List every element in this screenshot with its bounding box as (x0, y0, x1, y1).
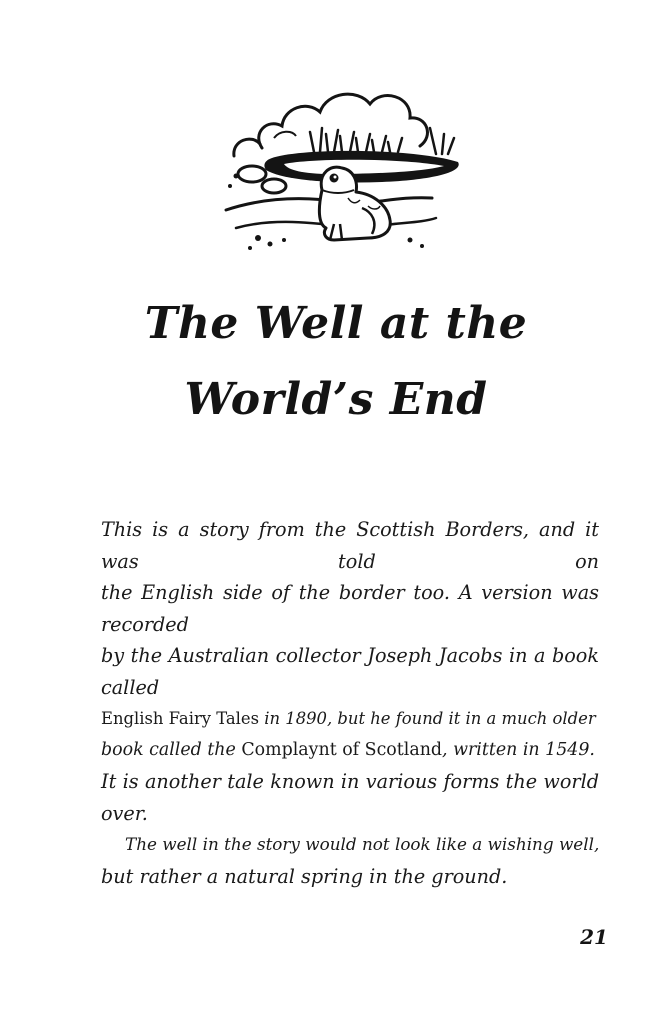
frog-pond-illustration-icon (222, 78, 466, 270)
page-number: 21 (580, 925, 608, 949)
intro-line-text: in 1890, but he found it in a much older (259, 709, 596, 728)
intro-line: The well in the story would not look like a wishing well, (125, 834, 600, 854)
intro-line: by the Australian collector Joseph Jacobs in a book called (101, 644, 599, 699)
intro-line-text: book called the (101, 739, 242, 760)
intro-line: This is a story from the Scottish Borders, and it was told on (101, 518, 599, 573)
intro-line: the English side of the border too. A version was recorded (101, 581, 599, 636)
book-title-complaynt-of-scotland: Complaynt of Scotland (241, 739, 443, 760)
intro-line (101, 703, 599, 735)
story-title-line-2: World’s End (184, 374, 488, 425)
intro-line: but rather a natural spring in the ground. (101, 864, 508, 888)
intro-line: It is another tale known in various forms the world over. (101, 770, 599, 825)
intro-line (101, 735, 599, 767)
intro-text (101, 514, 599, 892)
story-title-line-1: The Well at the (144, 298, 528, 349)
book-title-english-fairy-tales: English Fairy Tales (101, 709, 260, 728)
intro-line-text: , written in 1549. (442, 739, 595, 760)
